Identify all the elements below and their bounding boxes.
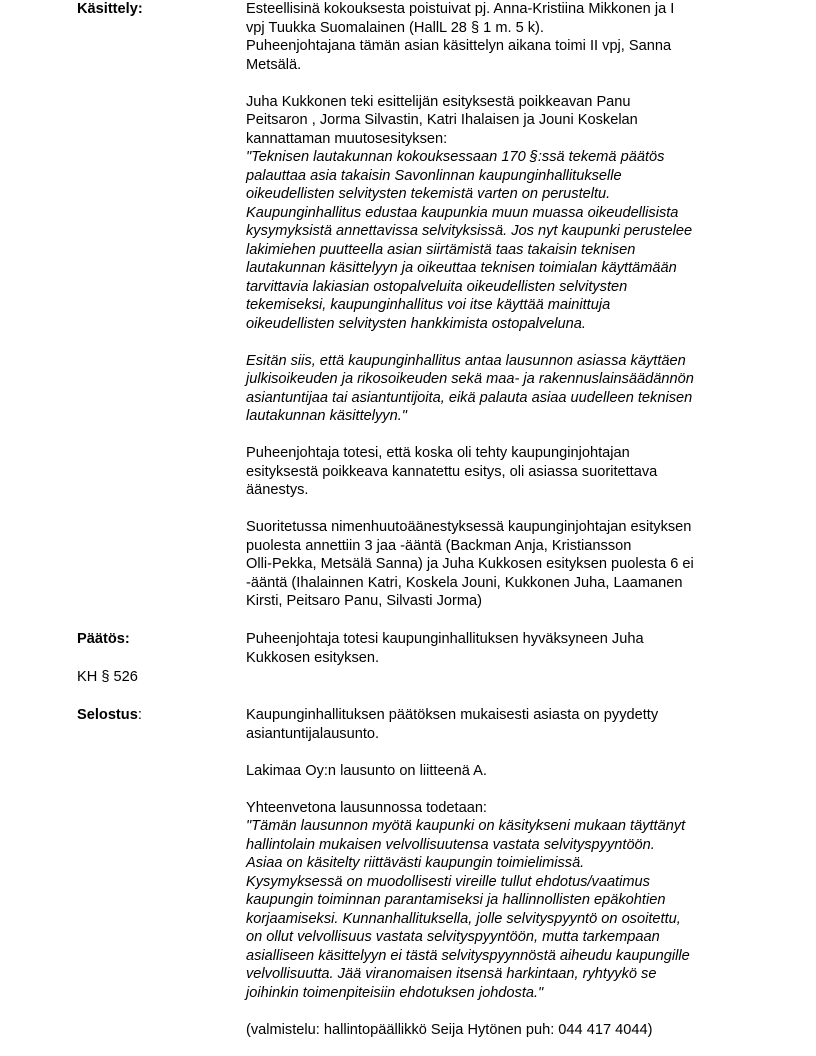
paragraph-gap (246, 74, 746, 93)
kasittely-body (246, 0, 746, 611)
selostus-label (77, 706, 142, 725)
kasittely-quote-proposal: Esitän siis, että kaupunginhallitus antaa lausunnon asiassa käyttäen julkisoikeuden ja rikosoikeuden sekä maa- ja rakennuslainsäädännön asiantuntijaa tai asiantuntijoita, eikä palauta asiaa uudelleen teknisen lautakunnan käsittelyyn." (246, 352, 694, 424)
selostus-paragraph-request: Kaupunginhallituksen päätöksen mukaisesti asiasta on pyydetty asiantuntijalausunto. (246, 707, 659, 742)
paatos-label: Päätös: (77, 631, 130, 647)
selostus-label-text: Selostus (77, 707, 138, 723)
paragraph-gap (246, 1002, 746, 1021)
paragraph-gap (246, 333, 746, 352)
selostus-quote-statement: "Tämän lausunnon myötä kaupunki on käsitykseni mukaan täyttänyt hallintolain mukaisen velvollisuutensa vastata selvityspyyntöön. Asiaa on käsitelty riittävästi kaupungin toimielimissä. Kysymyksessä on muodollisesti vireille tullut ehdotus/vaatimus kaupungin toiminnan parantamiseksi ja hallinnollisten epäkohtien korjaamiseksi. Kunnanhallituksella, jolle selvityspyyntö on osoitettu, on ollut velvollisuus vastata selvityspyyntöön, mutta tarkempaan asialliseen käsittelyyn ei tästä selvityspyynnöstä aiheudu kaupungille velvollisuutta. Jää viranomaisen itsensä harkintaan, ryhtyykö se joihinkin toimenpiteisiin ehdotuksen johdosta." (246, 818, 690, 1001)
paatos-reference: KH § 526 (77, 669, 138, 685)
paatos-body (246, 630, 746, 667)
paragraph-gap (246, 500, 746, 519)
paatos-text: Puheenjohtaja totesi kaupunginhallituksen hyväksyneen Juha Kukkosen esityksen. (246, 631, 644, 666)
paragraph-gap (246, 780, 746, 799)
selostus-label-colon: : (137, 707, 142, 723)
kasittely-paragraph-motion: Juha Kukkonen teki esittelijän esityksestä poikkeavan Panu Peitsaron , Jorma Silvastin, Katri Ihalaisen ja Jouni Koskelan kannattaman muutosesityksen: (246, 93, 638, 147)
selostus-body (246, 706, 746, 1039)
paragraph-gap (246, 426, 746, 445)
paragraph-gap (246, 743, 746, 762)
selostus-paragraph-attachment: Lakimaa Oy:n lausunto on liitteenä A. (246, 762, 487, 779)
selostus-paragraph-summary-intro: Yhteenvetona lausunnossa todetaan: (246, 799, 487, 816)
selostus-preparer: (valmistelu: hallintopäällikkö Seija Hytönen puh: 044 417 4044) (246, 1021, 653, 1038)
kasittely-label: Käsittely: (77, 1, 143, 17)
kasittely-paragraph-recusal: Esteellisinä kokouksesta poistuivat pj. Anna-Kristiina Mikkonen ja I vpj Tuukka Suomalainen (HallL 28 § 1 m. 5 k). Puheenjohtajana tämän asian käsittelyn aikana toimi II vpj, Sanna Metsälä. (246, 1, 675, 73)
kasittely-quote-motion: "Teknisen lautakunnan kokouksessaan 170 §:ssä tekemä päätös palauttaa asia takaisin Savonlinnan kaupunginhallitukselle oikeudellisten selvitysten tekemistä varten on perusteltu. Kaupunginhallitus edustaa kaupunkia muun muassa oikeudellisista kysymyksistä annettavissa selvityksissä. Jos nyt kaupunki perustelee lakimiehen puutteella asian siirtämistä taas takaisin teknisen lautakunnan käsittelyyn ja oikeuttaa teknisen toimialan käyttämään tarvittavia lakiasian ostopalveluita oikeudellisten selvitysten tekemiseksi, kaupunginhallitus voi itse käyttää mainittuja oikeudellisten selvitysten hankkimista ostopalveluna. (246, 149, 693, 332)
kasittely-paragraph-vote-needed: Puheenjohtaja totesi, että koska oli tehty kaupunginjohtajan esityksestä poikkeava kannatettu esitys, oli asiassa suoritettava äänestys. (246, 445, 658, 498)
kasittely-paragraph-vote-result: Suoritetussa nimenhuutoäänestyksessä kaupunginjohtajan esityksen puolesta annettiin 3 jaa -ääntä (Backman Anja, Kristiansson Olli-Pekka, Metsälä Sanna) ja Juha Kukkosen esityksen puolesta 6 ei -ääntä (Ihalainnen Katri, Koskela Jouni, Kukkonen Juha, Laamanen Kirsti, Peitsaro Panu, Silvasti Jorma) (246, 519, 694, 609)
